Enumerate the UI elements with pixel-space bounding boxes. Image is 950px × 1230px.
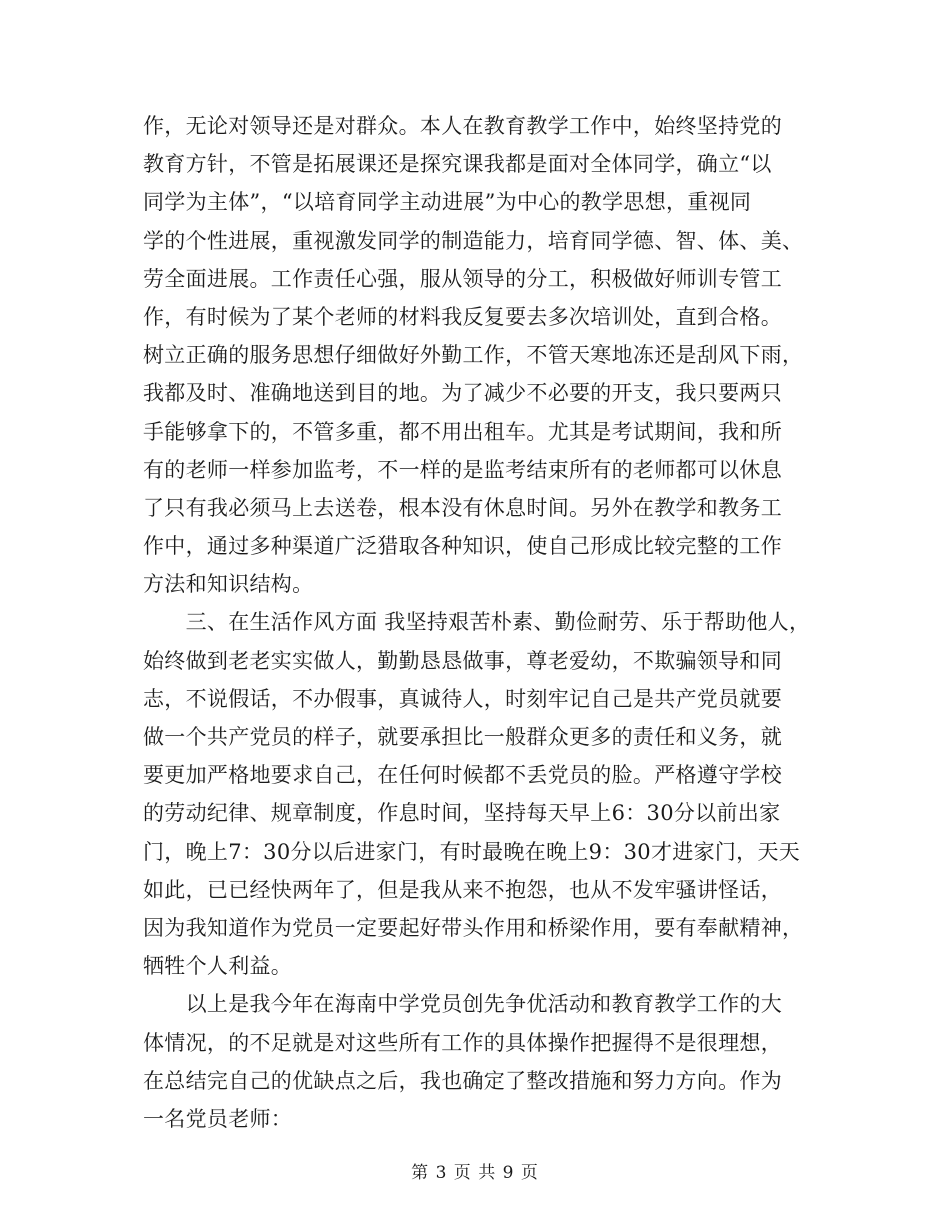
text-line: 了只有我必须马上去送卷，根本没有休息时间。另外在教学和教务工 bbox=[143, 495, 782, 520]
text-line: 因为我知道作为党员一定要起好带头作用和桥梁作用，要有奉献精神， bbox=[143, 915, 804, 940]
text-line: 要更加严格地要求自己，在任何时候都不丢党员的脸。严格遵守学校 bbox=[143, 763, 782, 788]
text-line: 一名党员老师： bbox=[143, 1106, 293, 1131]
text-line: 三、在生活作风方面 我坚持艰苦朴素、勤俭耐劳、乐于帮助他人， bbox=[143, 610, 811, 635]
text-line: 始终做到老老实实做人，勤勤恳恳做事，尊老爱幼，不欺骗领导和同 bbox=[143, 648, 782, 673]
text-line: 教育方针，不管是拓展课还是探究课我都是面对全体同学，确立“以 bbox=[143, 152, 772, 177]
text-line: 树立正确的服务思想仔细做好外勤工作，不管天寒地冻还是刮风下雨， bbox=[143, 343, 804, 368]
page-number: 第 3 页 共 9 页 bbox=[411, 1163, 539, 1183]
text-line: 有的老师一样参加监考，不一样的是监考结束所有的老师都可以休息 bbox=[143, 457, 782, 482]
text-line: 在总结完自己的优缺点之后，我也确定了整改措施和努力方向。作为 bbox=[143, 1068, 782, 1093]
text-line: 学的个性进展，重视激发同学的制造能力，培育同学德、智、体、美、 bbox=[143, 228, 804, 253]
text-line: 我都及时、准确地送到目的地。为了减少不必要的开支，我只要两只 bbox=[143, 381, 782, 406]
text-line: 门，晚上7：30分以后进家门，有时最晚在晚上9：30才进家门，天天 bbox=[143, 839, 801, 864]
body-text bbox=[143, 107, 863, 1138]
text-line: 志，不说假话，不办假事，真诚待人，时刻牢记自己是共产党员就要 bbox=[143, 686, 782, 711]
text-line: 以上是我今年在海南中学党员创先争优活动和教育教学工作的大 bbox=[143, 992, 782, 1017]
text-line: 劳全面进展。工作责任心强，服从领导的分工，积极做好师训专管工 bbox=[143, 266, 782, 291]
text-line: 牺牲个人利益。 bbox=[143, 954, 293, 979]
text-line: 作中，通过多种渠道广泛猎取各种知识，使自己形成比较完整的工作 bbox=[143, 534, 782, 559]
text-line: 体情况，的不足就是对这些所有工作的具体操作把握得不是很理想， bbox=[143, 1030, 782, 1055]
text-line: 做一个共产党员的样子，就要承担比一般群众更多的责任和义务，就 bbox=[143, 725, 782, 749]
text-line: 手能够拿下的，不管多重，都不用出租车。尤其是考试期间，我和所 bbox=[143, 419, 782, 444]
text-line: 的劳动纪律、规章制度，作息时间，坚持每天早上6：30分以前出家 bbox=[143, 801, 781, 826]
text-line: 同学为主体”，“以培育同学主动进展”为中心的教学思想，重视同 bbox=[143, 190, 752, 215]
text-line: 作，有时候为了某个老师的材料我反复要去多次培训处，直到合格。 bbox=[143, 304, 782, 329]
text-line: 方法和知识结构。 bbox=[143, 572, 314, 597]
text-line: 作，无论对领导还是对群众。本人在教育教学工作中，始终坚持党的 bbox=[143, 114, 782, 138]
text-line: 如此，已已经快两年了，但是我从来不抱怨，也从不发牢骚讲怪话， bbox=[143, 877, 782, 902]
